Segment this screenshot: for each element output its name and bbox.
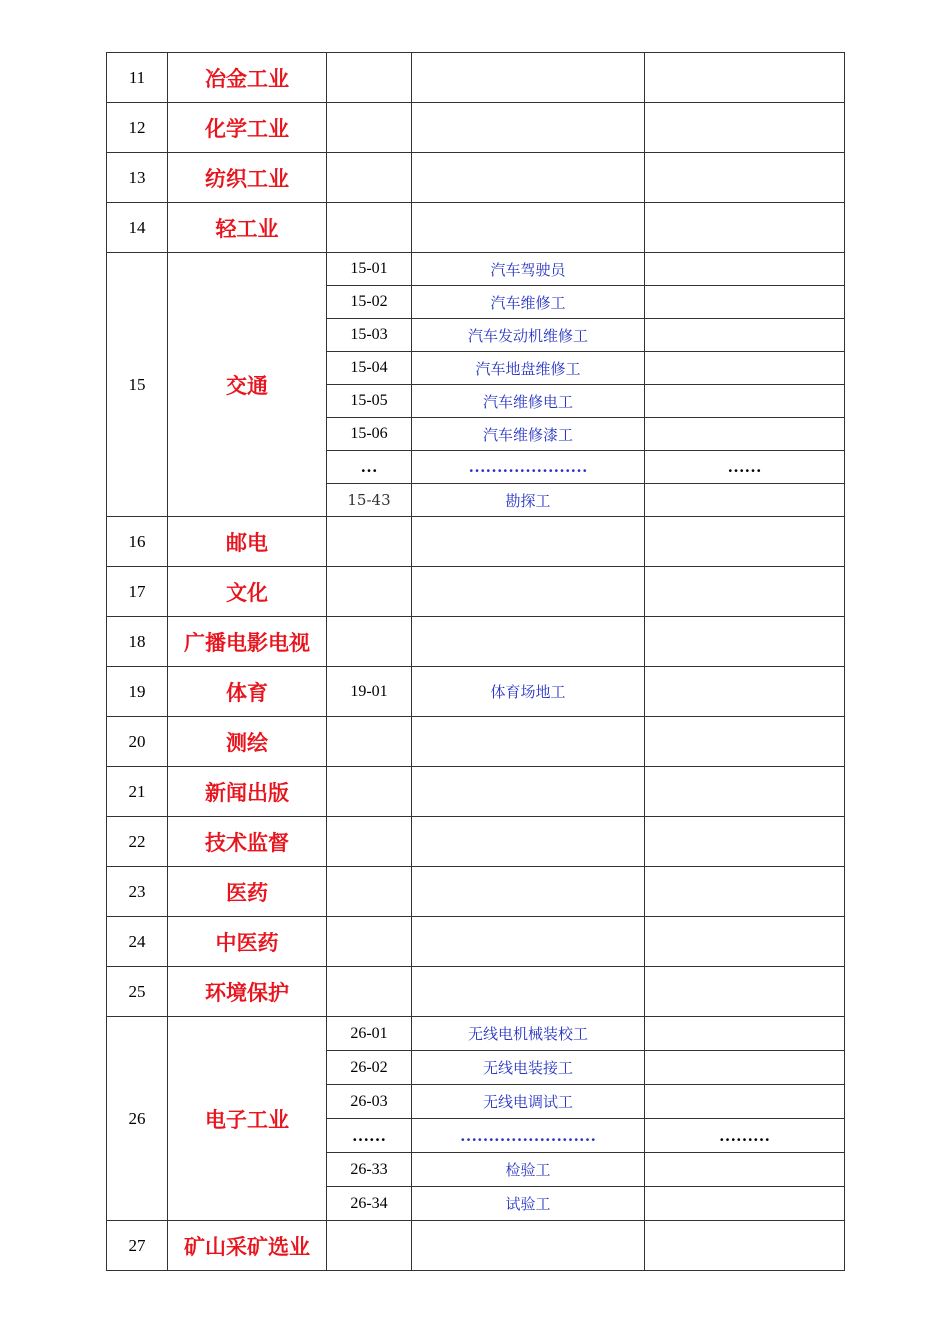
empty-cell: [645, 203, 845, 253]
empty-cell: [645, 103, 845, 153]
row-number: 17: [107, 567, 168, 617]
empty-cell: [327, 917, 412, 967]
empty-cell: [327, 103, 412, 153]
table-row: [107, 717, 845, 767]
ellipsis-name: …………………: [412, 451, 645, 484]
category-name: 测绘: [168, 717, 327, 767]
row-number: 19: [107, 667, 168, 717]
row-number: 14: [107, 203, 168, 253]
empty-cell: [327, 517, 412, 567]
category-name: 广播电影电视: [168, 617, 327, 667]
category-name: 环境保护: [168, 967, 327, 1017]
category-name: 中医药: [168, 917, 327, 967]
job-code: 26-33: [327, 1153, 412, 1187]
job-note: [645, 667, 845, 717]
empty-cell: [412, 1221, 645, 1271]
table-row: [107, 617, 845, 667]
row-number: 22: [107, 817, 168, 867]
job-code: 26-34: [327, 1187, 412, 1221]
job-name: 汽车发动机维修工: [412, 319, 645, 352]
job-name: 体育场地工: [412, 667, 645, 717]
empty-cell: [645, 153, 845, 203]
job-note: [645, 484, 845, 517]
empty-cell: [645, 517, 845, 567]
job-note: [645, 253, 845, 286]
job-name: 汽车驾驶员: [412, 253, 645, 286]
job-code: 15-05: [327, 385, 412, 418]
category-name: 化学工业: [168, 103, 327, 153]
ellipsis-code: ……: [327, 1119, 412, 1153]
job-note: [645, 1153, 845, 1187]
job-code: 15-01: [327, 253, 412, 286]
job-code: 26-03: [327, 1085, 412, 1119]
empty-cell: [327, 1221, 412, 1271]
empty-cell: [412, 817, 645, 867]
empty-cell: [327, 767, 412, 817]
empty-cell: [412, 917, 645, 967]
category-name: 邮电: [168, 517, 327, 567]
row-number: 25: [107, 967, 168, 1017]
row-number: 23: [107, 867, 168, 917]
job-name: 无线电装接工: [412, 1051, 645, 1085]
empty-cell: [645, 717, 845, 767]
job-note: [645, 385, 845, 418]
empty-cell: [327, 567, 412, 617]
table-row: [107, 767, 845, 817]
job-name: 汽车维修电工: [412, 385, 645, 418]
empty-cell: [327, 203, 412, 253]
category-name: 新闻出版: [168, 767, 327, 817]
table-row: [107, 53, 845, 103]
job-name: 检验工: [412, 1153, 645, 1187]
empty-cell: [412, 153, 645, 203]
category-name: 交通: [168, 253, 327, 517]
empty-cell: [327, 53, 412, 103]
row-number: 18: [107, 617, 168, 667]
job-name: 汽车维修工: [412, 286, 645, 319]
job-code: 15-06: [327, 418, 412, 451]
empty-cell: [327, 153, 412, 203]
empty-cell: [645, 53, 845, 103]
empty-cell: [327, 867, 412, 917]
table-row: [107, 103, 845, 153]
table-row: [107, 153, 845, 203]
job-note: [645, 1017, 845, 1051]
empty-cell: [645, 917, 845, 967]
empty-cell: [645, 967, 845, 1017]
job-code: 26-02: [327, 1051, 412, 1085]
empty-cell: [412, 103, 645, 153]
row-number: 24: [107, 917, 168, 967]
job-name: 勘探工: [412, 484, 645, 517]
job-note: [645, 1051, 845, 1085]
category-name: 纺织工业: [168, 153, 327, 203]
table-row: [107, 967, 845, 1017]
job-code: 15-04: [327, 352, 412, 385]
empty-cell: [412, 517, 645, 567]
empty-cell: [412, 867, 645, 917]
empty-cell: [645, 867, 845, 917]
category-name: 技术监督: [168, 817, 327, 867]
ellipsis-note: ……: [645, 451, 845, 484]
table-row: [107, 667, 845, 717]
empty-cell: [412, 767, 645, 817]
job-name: 汽车维修漆工: [412, 418, 645, 451]
occupation-table: [106, 52, 845, 1271]
empty-cell: [645, 767, 845, 817]
job-name: 无线电机械装校工: [412, 1017, 645, 1051]
row-number: 16: [107, 517, 168, 567]
empty-cell: [412, 717, 645, 767]
job-note: [645, 418, 845, 451]
job-note: [645, 319, 845, 352]
job-code: 15-43: [327, 484, 412, 517]
ellipsis-code: …: [327, 451, 412, 484]
job-note: [645, 352, 845, 385]
job-name: 试验工: [412, 1187, 645, 1221]
table-row: [107, 1221, 845, 1271]
table-row: [107, 203, 845, 253]
table-row: [107, 867, 845, 917]
empty-cell: [645, 1221, 845, 1271]
table-row: [107, 253, 845, 286]
job-code: 15-02: [327, 286, 412, 319]
empty-cell: [327, 817, 412, 867]
table-row: [107, 1017, 845, 1051]
job-note: [645, 286, 845, 319]
empty-cell: [327, 967, 412, 1017]
table-row: [107, 517, 845, 567]
job-code: 15-03: [327, 319, 412, 352]
row-number: 21: [107, 767, 168, 817]
ellipsis-name: ……………………: [412, 1119, 645, 1153]
category-name: 医药: [168, 867, 327, 917]
category-name: 矿山采矿选业: [168, 1221, 327, 1271]
job-note: [645, 1085, 845, 1119]
job-name: 无线电调试工: [412, 1085, 645, 1119]
job-note: [645, 1187, 845, 1221]
table-row: [107, 917, 845, 967]
row-number: 11: [107, 53, 168, 103]
job-name: 汽车地盘维修工: [412, 352, 645, 385]
row-number: 15: [107, 253, 168, 517]
table-row: [107, 567, 845, 617]
empty-cell: [645, 567, 845, 617]
empty-cell: [412, 203, 645, 253]
empty-cell: [412, 567, 645, 617]
row-number: 20: [107, 717, 168, 767]
category-name: 文化: [168, 567, 327, 617]
category-name: 冶金工业: [168, 53, 327, 103]
empty-cell: [327, 717, 412, 767]
empty-cell: [327, 617, 412, 667]
job-code: 26-01: [327, 1017, 412, 1051]
empty-cell: [412, 967, 645, 1017]
category-name: 轻工业: [168, 203, 327, 253]
job-code: 19-01: [327, 667, 412, 717]
row-number: 26: [107, 1017, 168, 1221]
empty-cell: [412, 53, 645, 103]
empty-cell: [645, 817, 845, 867]
empty-cell: [412, 617, 645, 667]
category-name: 体育: [168, 667, 327, 717]
table-row: [107, 817, 845, 867]
empty-cell: [645, 617, 845, 667]
ellipsis-note: ………: [645, 1119, 845, 1153]
category-name: 电子工业: [168, 1017, 327, 1221]
row-number: 12: [107, 103, 168, 153]
row-number: 13: [107, 153, 168, 203]
row-number: 27: [107, 1221, 168, 1271]
